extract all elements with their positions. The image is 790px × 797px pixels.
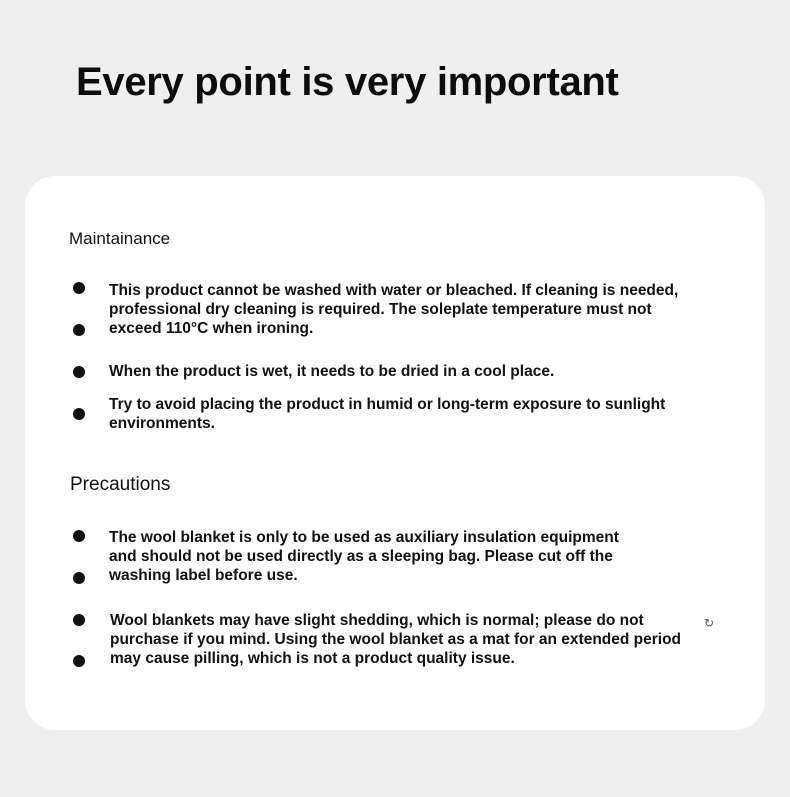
item-text-line: When the product is wet, it needs to be dried in a cool place. [109, 363, 555, 380]
item-text-line: exceed 110°C when ironing. [109, 320, 314, 337]
bullet-dot-icon [73, 655, 85, 667]
item-text-line: and should not be used directly as a sleeping bag. Please cut off the [109, 548, 613, 565]
bullet-dot-icon [73, 282, 85, 294]
bullet-dot-icon [73, 572, 85, 584]
bullet-dot-icon [73, 324, 85, 336]
item-text-line: purchase if you mind. Using the wool blanket as a mat for an extended period [110, 631, 682, 648]
precaution-item-shedding [110, 611, 681, 668]
item-text-line: environments. [109, 415, 215, 432]
item-text-line: Wool blankets may have slight shedding, which is normal; please do not [110, 612, 644, 629]
maintenance-item-dry-clean [109, 281, 678, 338]
item-text-line: may cause pilling, which is not a product quality issue. [110, 650, 515, 667]
item-text-line: Try to avoid placing the product in humid or long-term exposure to sunlight [109, 396, 666, 413]
precautions-section-title: Precautions [70, 474, 171, 495]
decorative-curl-icon: ↻ [704, 616, 715, 630]
page-headline: Every point is very important [76, 60, 619, 104]
bullet-dot-icon [73, 408, 85, 420]
item-text-line: This product cannot be washed with water or bleached. If cleaning is needed, [109, 282, 679, 299]
care-instructions-card [25, 176, 765, 730]
bullet-dot-icon [73, 366, 85, 378]
precaution-item-usage [109, 528, 619, 585]
item-text-line: washing label before use. [109, 567, 298, 584]
maintenance-section-title: Maintainance [69, 229, 171, 248]
maintenance-item-storage [109, 395, 665, 433]
maintenance-item-drying [109, 362, 554, 381]
bullet-dot-icon [73, 614, 85, 626]
bullet-dot-icon [73, 530, 85, 542]
item-text-line: professional dry cleaning is required. The soleplate temperature must not [109, 301, 652, 318]
item-text-line: The wool blanket is only to be used as auxiliary insulation equipment [109, 529, 619, 546]
